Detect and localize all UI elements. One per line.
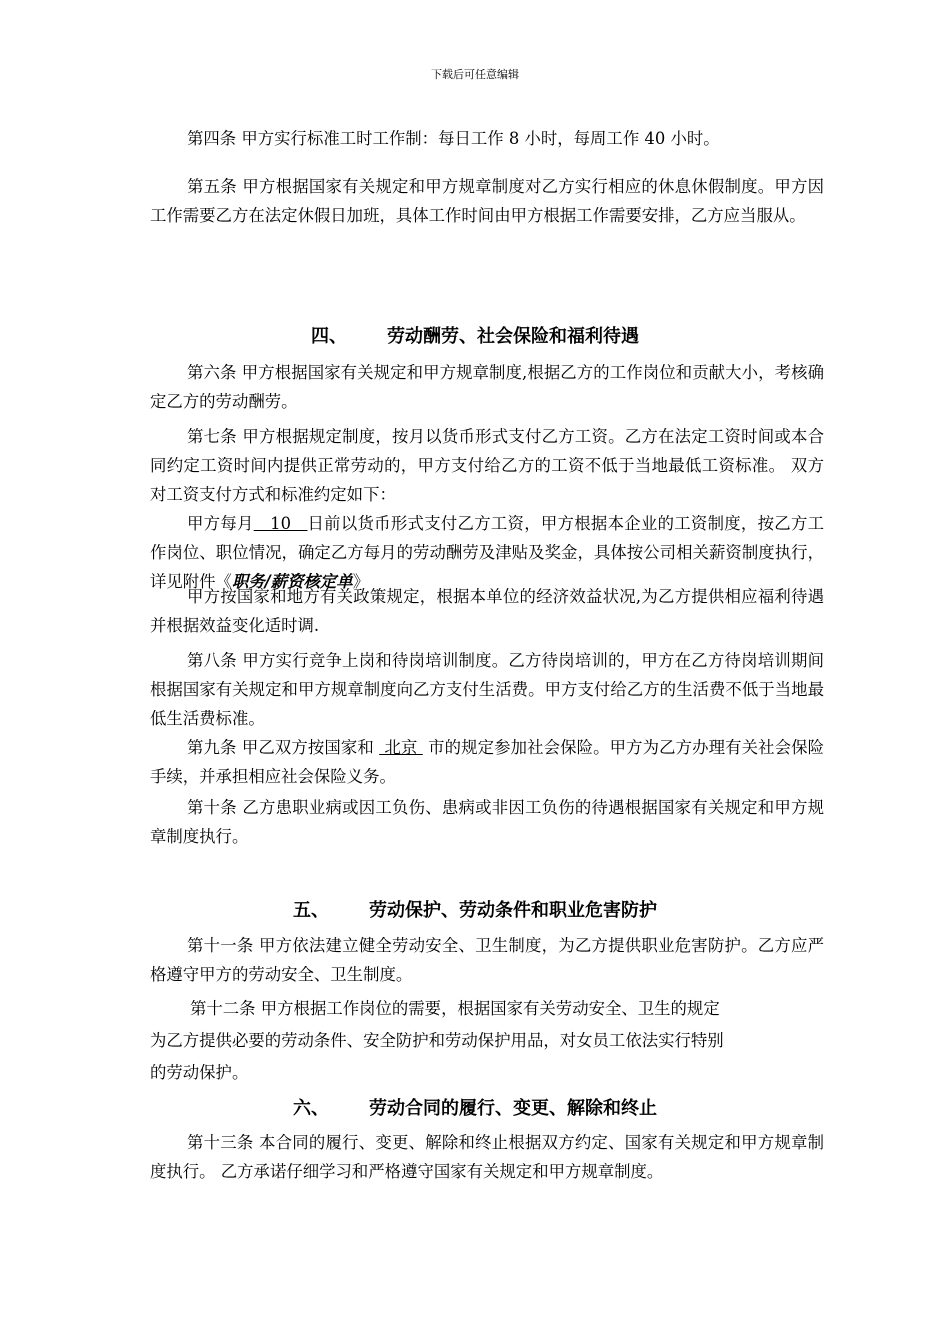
pay-day-field: 10: [253, 514, 308, 533]
article-8: 第八条 甲方实行竞争上岗和待岗培训制度。乙方待岗培训的，甲方在乙方待岗培训期间根据国家有关规定和甲方规章制度向乙方支付生活费。甲方支付给乙方的生活费不低于当地最低生活费标准。: [150, 651, 824, 728]
section-6-heading: [0, 1094, 950, 1120]
article-12: [150, 993, 824, 1089]
pay-terms-pre: 甲方每月: [187, 514, 254, 533]
article-7: 第七条 甲方根据规定制度，按月以货币形式支付乙方工资。乙方在法定工资时间或本合同约定工资时间内提供正常劳动的，甲方支付给乙方的工资不低于当地最低工资标准。 双方对工资支付方式和标准约定如下：: [150, 427, 824, 504]
pay-terms-post: 日前以货币形式支付乙方工资，甲方根据本企业的工资制度，按乙方工作岗位、职位情况，确定乙方每月的劳动酬劳及津贴及奖金，具体按公司相关薪资制度执行，详见附件《: [150, 514, 825, 591]
annex-close: 》: [352, 572, 370, 591]
city-field: 北京: [379, 738, 423, 757]
article-12-line-1: 第十二条 甲方根据工作岗位的需要，根据国家有关劳动安全、卫生的规定: [190, 999, 720, 1018]
article-6: 第六条 甲方根据国家有关规定和甲方规章制度,根据乙方的工作岗位和贡献大小，考核确定乙方的劳动酬劳。: [150, 363, 824, 411]
section-6-title: 劳动合同的履行、变更、解除和终止: [369, 1098, 657, 1119]
annex-name: 职务/薪资核定单: [231, 572, 353, 591]
section-5-heading: [0, 896, 950, 922]
article-5: 第五条 甲方根据国家有关规定和甲方规章制度对乙方实行相应的休息休假制度。甲方因工作需要乙方在法定休假日加班，具体工作时间由甲方根据工作需要安排，乙方应当服从。: [150, 177, 824, 225]
article-9: [150, 733, 824, 791]
section-4-heading: [0, 322, 950, 348]
welfare-clause: 甲方按国家和地方有关政策规定，根据本单位的经济效益状况,为乙方提供相应福利待遇并根据效益变化适时调.: [150, 587, 824, 635]
article-13: 第十三条 本合同的履行、变更、解除和终止根据双方约定、国家有关规定和甲方规章制度执行。 乙方承诺仔细学习和严格遵守国家有关规定和甲方规章制度。: [150, 1133, 824, 1181]
section-4-title: 劳动酬劳、社会保险和福利待遇: [387, 326, 639, 347]
section-5-number: 五、: [293, 900, 329, 921]
article-9-post: 市的规定参加社会保险。甲方为乙方办理有关社会保险手续，并承担相应社会保险义务。: [150, 738, 824, 786]
article-4: 第四条 甲方实行标准工时工作制：每日工作 8 小时，每周工作 40 小时。: [187, 129, 720, 148]
header-note: 下载后可任意编辑: [431, 68, 519, 81]
section-4-number: 四、: [311, 326, 347, 347]
section-5-title: 劳动保护、劳动条件和职业危害防护: [369, 900, 657, 921]
section-6-number: 六、: [293, 1098, 329, 1119]
article-12-line-2: 为乙方提供必要的劳动条件、安全防护和劳动保护用品，对女员工依法实行特别: [150, 1031, 724, 1050]
article-10: 第十条 乙方患职业病或因工负伤、患病或非因工负伤的待遇根据国家有关规定和甲方规章制度执行。: [150, 798, 824, 846]
article-9-pre: 第九条 甲乙双方按国家和: [187, 738, 380, 757]
article-12-line-3: 的劳动保护。: [150, 1063, 249, 1082]
article-11: 第十一条 甲方依法建立健全劳动安全、卫生制度，为乙方提供职业危害防护。乙方应严格遵守甲方的劳动安全、卫生制度。: [150, 936, 824, 984]
